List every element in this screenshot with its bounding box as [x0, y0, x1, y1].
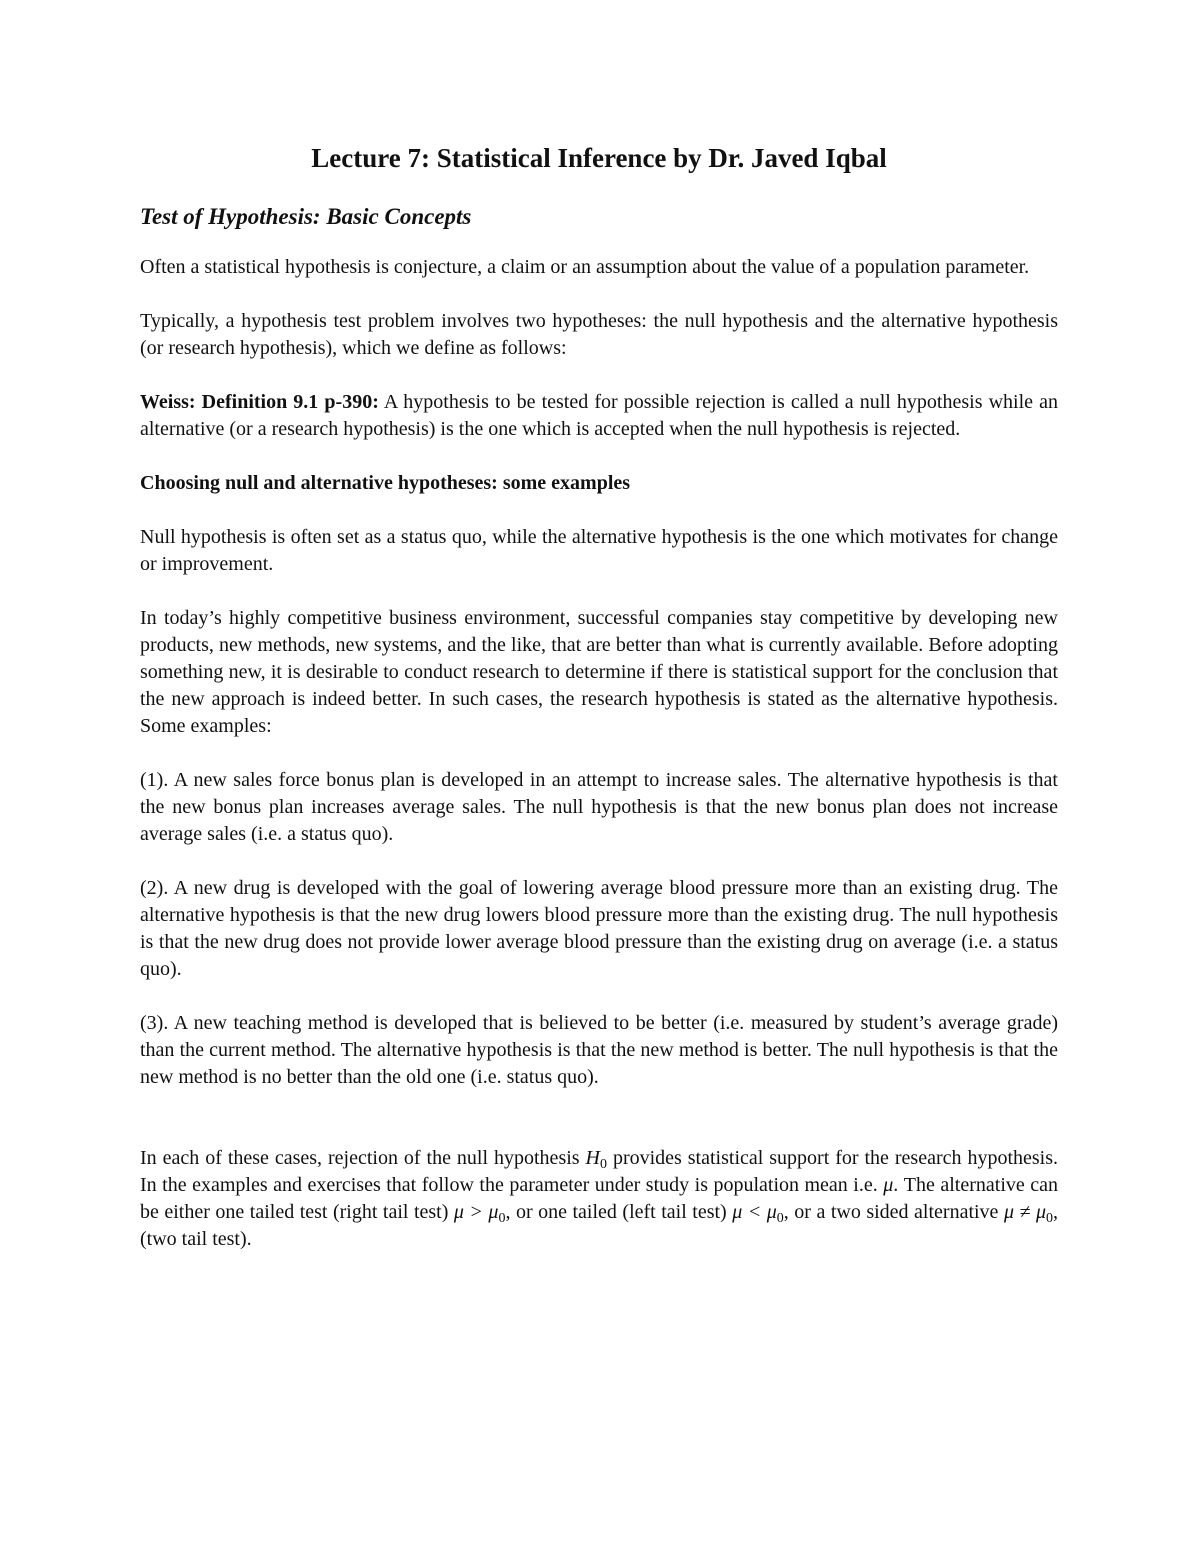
definition-text: A hypothesis to be tested for possible rejection is called a null hypothesis while an alternative (or a research hypothesis) is the one which is accepted when the null hypothesis is rejected.: [140, 391, 1058, 440]
conclusion-text-2: provides statistical support for the research hypothesis. In the examples and exercises that follow the parameter under study is population mean i.e.: [140, 1147, 1059, 1196]
examples-subheading: Choosing null and alternative hypotheses: some examples: [140, 472, 631, 494]
right-tail-expression: $\mu > \mu_0$: [453, 1201, 506, 1226]
conclusion-text-3: . The alternative can be either one tailed test (right tail test): [140, 1174, 1058, 1223]
conclusion-text-6: , (two tail test).: [140, 1201, 1058, 1250]
conclusion-text-1: In each of these cases, rejection of the null hypothesis: [140, 1147, 586, 1169]
definition-paragraph: [140, 389, 1058, 443]
document-title: Lecture 7: Statistical Inference by Dr. Javed Iqbal: [311, 143, 887, 173]
left-tail-expression: $\mu < \mu_0$: [732, 1201, 784, 1226]
conclusion-text-5: , or a two sided alternative: [783, 1201, 1004, 1223]
example-2: (2). A new drug is developed with the goal of lowering average blood pressure more than an existing drug. The alternative hypothesis is that the new drug lowers blood pressure more than the existing drug. The null hypothesis is that the new drug does not provide lower average blood pressure than the existing drug on average (i.e. a status quo).: [140, 877, 1058, 980]
conclusion-text-4: , or one tailed (left tail test): [505, 1201, 733, 1223]
hypotheses-paragraph: Typically, a hypothesis test problem involves two hypotheses: the null hypothesis and the alternative hypothesis (or research hypothesis), which we define as follows:: [140, 310, 1058, 359]
example-1: (1). A new sales force bonus plan is developed in an attempt to increase sales. The alternative hypothesis is that the new bonus plan increases average sales. The null hypothesis is that the new bonus plan does not increase average sales (i.e. a status quo).: [140, 769, 1058, 845]
document-content: [140, 140, 1058, 1280]
status-quo-paragraph: Null hypothesis is often set as a status quo, while the alternative hypothesis is the one which motivates for change or improvement.: [140, 526, 1058, 575]
intro-paragraph: Often a statistical hypothesis is conjecture, a claim or an assumption about the value of a population parameter.: [140, 256, 1030, 278]
example-3: (3). A new teaching method is developed that is believed to be better (i.e. measured by student’s average grade) than the current method. The alternative hypothesis is that the new method is better. The null hypothesis is that the new method is no better than the old one (i.e. status quo).: [140, 1012, 1058, 1088]
definition-label: Weiss: Definition 9.1 p-390:: [140, 391, 379, 413]
mu-symbol: μ: [883, 1174, 894, 1196]
two-sided-expression: $\mu \ne \mu_0$: [1003, 1201, 1053, 1226]
conclusion-paragraph: [140, 1145, 1058, 1253]
business-paragraph: In today’s highly competitive business environment, successful companies stay competitive by developing new products, new methods, new systems, and the like, that are better than what is currently available. Before adopting something new, it is desirable to conduct research to determine if there is statistical support for the conclusion that the new approach is indeed better. In such cases, the research hypothesis is stated as the alternative hypothesis. Some examples:: [140, 607, 1058, 737]
null-hypothesis-symbol: $H_0$: [585, 1147, 607, 1172]
section-heading: Test of Hypothesis: Basic Concepts: [140, 204, 472, 229]
